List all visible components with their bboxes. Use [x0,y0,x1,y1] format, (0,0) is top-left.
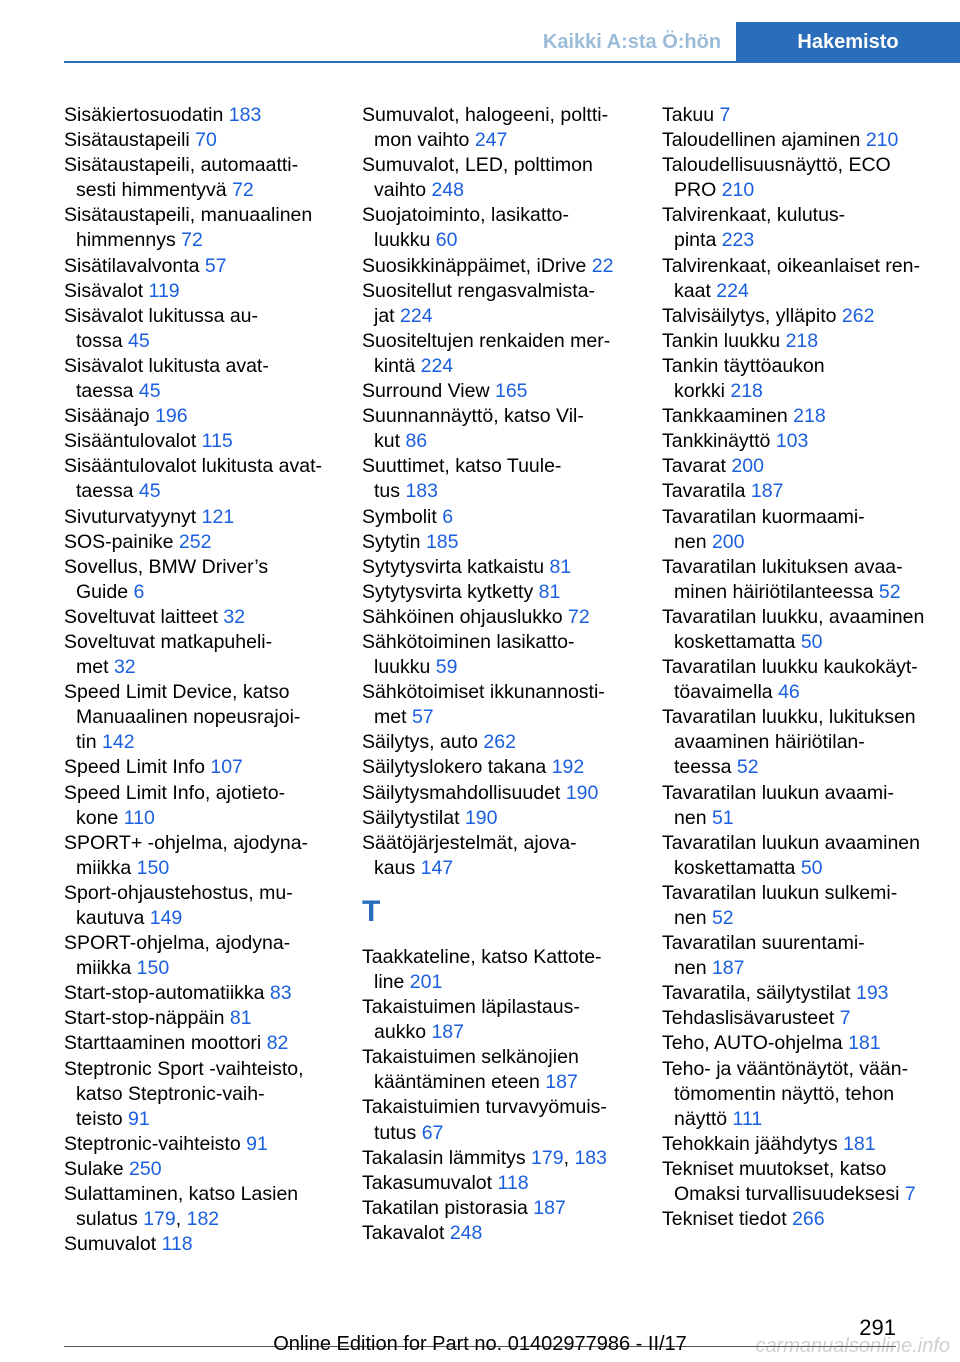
index-entry-term: Takuu [662,104,720,126]
index-entry [362,379,646,404]
index-entry-term: Tankkaaminen [662,405,794,428]
page-link[interactable]: 45 [138,380,161,403]
index-entry [64,680,346,755]
index-entry-term: Start-stop-automatiikka [64,982,270,1005]
page-link[interactable]: 248 [449,1221,483,1244]
index-entry-term: Teho- ja vääntönäytöt, vään- tömomentin näyttö, tehon näyttö [662,1057,909,1130]
page-link[interactable]: 187 [711,957,745,980]
index-entry [662,203,952,253]
page-link[interactable]: 51 [711,806,734,829]
page-link[interactable]: 118 [497,1171,529,1194]
page-link[interactable]: 262 [841,304,875,327]
index-entry [362,254,646,279]
page-link[interactable]: 262 [483,731,516,754]
index-entry-term: Sähköinen ohjauslukko [362,605,568,628]
index-entry [64,881,346,931]
index-entry [64,404,346,429]
index-entry-term: Sulake [64,1157,130,1180]
page-link[interactable]: 81 [538,580,561,603]
page-header [0,0,960,62]
index-entry [362,680,646,730]
page-link[interactable]: 196 [155,405,188,428]
index-entry-term: SOS-painike [64,530,179,553]
page-link[interactable]: 266 [792,1208,825,1231]
index-entry-term: Takalasin lämmitys [362,1146,532,1169]
page-link[interactable]: 57 [411,706,434,729]
index-entry [362,279,646,329]
index-entry [64,1031,346,1056]
page-link[interactable]: 91 [128,1107,150,1130]
index-entry [64,454,346,504]
page-link[interactable]: 165 [494,380,528,403]
page-link[interactable]: 192 [551,756,585,779]
index-entry [64,304,346,354]
index-entry [662,454,952,479]
index-entry-term: Tekniset tiedot [662,1208,793,1231]
index-entry-term: Sisääntulovalot [64,430,202,453]
index-column-2 [362,103,646,1246]
index-entry [362,153,646,203]
index-entry-term: Steptronic-vaihteisto [64,1132,247,1155]
index-entry [362,530,646,555]
page-link[interactable]: 187 [750,480,784,503]
index-entry [64,981,346,1006]
page-link[interactable]: 252 [178,530,212,553]
index-entry-term: Speed Limit Info [64,756,211,779]
index-entry [64,1132,346,1157]
index-entry [662,1132,952,1157]
page-link[interactable]: 22 [591,254,614,277]
index-entry-term: Tavaratilan luukku, lukituksen avaaminen häiriötilan- teessa [662,706,916,779]
index-entry [662,354,952,404]
page-link[interactable]: 224 [420,354,454,377]
index-entry-term: Säätöjärjestelmät, ajova- kaus [362,831,577,879]
page-link[interactable]: 6 [442,505,454,528]
index-entry [662,128,952,153]
index-entry [662,429,952,454]
index-entry [362,995,646,1045]
index-entry [64,831,346,881]
index-entry-term: Tavaratilan luukun avaami- nen [662,781,894,829]
index-entry [362,580,646,605]
page-link[interactable]: 142 [102,731,135,754]
index-entry-term: Sisätaustapeili, manuaalinen himmennys [64,204,313,252]
index-column-1 [64,103,346,1257]
index-entry-term: Sovellus, BMW Driver’s Guide [64,555,269,603]
page-number: 291 [859,1315,896,1340]
index-entry [64,429,346,454]
index-entry [662,781,952,831]
page-link[interactable]: 200 [731,455,764,478]
page-link[interactable]: 72 [232,179,254,202]
page-link[interactable]: 179 [531,1146,564,1169]
index-entry [662,881,952,931]
page-link[interactable]: 210 [721,179,755,202]
index-entry [662,505,952,555]
page-link[interactable]: 183 [228,104,262,126]
index-entry-term: Säilytysmahdollisuudet [362,781,566,804]
page-link[interactable]: 91 [246,1132,268,1155]
index-entry [362,945,646,995]
index-entry-term: Sisäänajo [64,405,156,428]
index-entry-term: Taakkateline, katso Kattote- line [362,945,602,993]
index-entry-term: Tankin täyttöaukon korkki [662,354,825,403]
index-entry [662,655,952,705]
index-entry [662,103,952,128]
index-entry [362,1095,646,1145]
index-entry [662,1057,952,1132]
page-link[interactable]: 190 [565,781,599,804]
index-entry-term: Start-stop-näppäin [64,1007,230,1030]
page-link[interactable]: 52 [711,907,734,929]
index-entry-term: SPORT-ohjelma, ajodyna- miikka [64,932,291,980]
index-entry-term: Takaistuimen läpilastaus- aukko [362,996,580,1044]
index-entry-term: Suosikkinäppäimet, iDrive [362,254,592,277]
page-link[interactable]: 121 [201,505,235,528]
index-entry-term: Suositellut rengasvalmista- jat [362,279,596,327]
page-link[interactable]: 183 [405,480,438,503]
page-link[interactable]: 218 [793,405,826,428]
page-link[interactable]: 200 [711,530,745,553]
index-entry-term: Tavaratilan luukun avaaminen koskettamatta [662,831,920,879]
index-entry-term: Taloudellinen ajaminen [662,129,866,152]
page-link[interactable]: 187 [545,1071,578,1094]
index-entry [362,1045,646,1095]
index-entry [662,479,952,504]
index-entry-term: Takaistuimien turvavyömuis- tutus [362,1096,607,1144]
page-link[interactable]: 81 [229,1007,252,1030]
index-entry [64,505,346,530]
index-entry [362,831,646,881]
index-entry-term: Tavaratila, säilytystilat [662,982,856,1005]
page-link[interactable]: 72 [567,605,590,628]
index-entry [64,354,346,404]
index-entry-term: Sisävalot lukitusta avat- taessa [64,354,269,403]
index-entry [362,505,646,530]
page-link[interactable]: 32 [113,656,136,679]
page-link[interactable]: 86 [405,430,428,453]
index-entry-term: Tehokkain jäähdytys [662,1132,844,1155]
index-entry [662,1006,952,1031]
page-link[interactable]: 181 [843,1132,876,1155]
index-entry-term: Talvisäilytys, ylläpito [662,304,842,327]
index-entry [64,1006,346,1031]
index-entry [64,605,346,630]
index-column-3 [662,103,952,1232]
index-entry-term: Sumuvalot, halogeeni, poltti- mon vaihto [362,104,609,152]
page-link[interactable]: 81 [549,555,572,578]
page-link[interactable]: 218 [785,329,819,352]
index-entry [362,329,646,379]
index-entry [64,103,346,128]
index-entry [662,304,952,329]
index-entry-term: Speed Limit Device, katso Manuaalinen nopeusrajoi- tin [64,681,301,754]
page-link[interactable]: 50 [800,630,823,653]
index-entry [362,630,646,680]
page-link[interactable]: 183 [574,1146,607,1169]
page-link[interactable]: 6 [133,580,145,603]
page-link[interactable]: 50 [800,856,823,879]
page-link[interactable]: 179 [143,1208,176,1231]
page-link[interactable]: 187 [431,1021,464,1044]
index-entry-term: Sisätilavalvonta [64,254,205,277]
index-entry-term: Sport-ohjaustehostus, mu- kautuva [64,881,293,929]
page-link[interactable]: 185 [425,530,459,553]
index-entry [662,1157,952,1207]
index-entry-term: Steptronic Sport -vaihteisto, katso Steptronic-vaih- teisto [64,1057,304,1130]
index-entry [662,153,952,203]
page-link[interactable]: 119 [148,279,180,302]
index-entry [662,555,952,605]
index-entry-term: Talvirenkaat, oikeanlaiset ren- kaat [662,254,920,302]
page-link[interactable]: 72 [181,229,203,252]
index-entry [662,1031,952,1056]
index-entry-term: Säilytyslokero takana [362,756,552,779]
index-entry-term: Suositeltujen renkaiden mer- kintä [362,329,611,377]
page-link[interactable]: 59 [435,656,458,679]
page-link[interactable]: 248 [431,179,464,202]
index-entry-term: Sisätaustapeili [64,129,196,152]
page-link[interactable]: 210 [865,129,899,152]
page-link[interactable]: 60 [435,229,458,252]
page-link[interactable]: 52 [878,580,901,603]
index-entry [362,806,646,831]
index-entry-term: Sulattaminen, katso Lasien sulatus [64,1183,299,1231]
page-link[interactable]: 67 [421,1121,444,1144]
index-entry [64,153,346,203]
index-entry [662,705,952,780]
index-entry-term: Tavaratilan luukun sulkemi- nen [662,881,898,929]
index-entry [64,1157,346,1182]
page-link[interactable]: 193 [855,982,889,1005]
index-entry [662,404,952,429]
page-link[interactable]: 103 [775,430,809,453]
page-link[interactable]: 45 [138,480,161,503]
index-entry-term: Teho, AUTO-ohjelma [662,1032,849,1055]
index-entry-term: Speed Limit Info, ajotieto- kone [64,781,286,829]
index-entry-term: Sähkötoimiset ikkunannosti- met [362,681,605,729]
page-link[interactable]: 182 [186,1208,220,1231]
page-link[interactable]: 224 [400,304,433,327]
index-entry-term: Suunnannäyttö, katso Vil- kut [362,405,584,453]
tab-index[interactable]: Hakemisto [736,22,960,62]
index-entry-term: Sytytin [362,530,426,553]
page-link[interactable]: 147 [420,856,454,879]
page-link[interactable]: 115 [201,430,233,453]
index-entry [362,730,646,755]
page-link[interactable]: 82 [266,1032,289,1055]
index-entry [662,1207,952,1232]
page-link[interactable]: 110 [123,806,155,829]
index-entry-term: SPORT+ -ohjelma, ajodyna- miikka [64,831,309,879]
watermark: carmanualsonline.info [755,1335,950,1357]
page-link[interactable]: 46 [778,681,800,704]
index-entry [64,1057,346,1132]
index-entry-term: Suuttimet, katso Tuule- tus [362,455,562,503]
index-entry: Sulattaminen, katso Lasien sulatus 179, 182 [64,1183,299,1231]
index-entry [362,203,646,253]
index-entry [362,454,646,504]
page-link[interactable]: 223 [721,229,755,252]
index-entry [662,831,952,881]
page-link[interactable]: 250 [129,1157,162,1180]
index-entry-term: Symbolit [362,505,443,528]
index-entry-term: Soveltuvat matkapuheli- met [64,630,273,679]
index-entry-term: Sumuvalot, LED, polttimon vaihto [362,154,593,202]
index-entry-term: Talvirenkaat, kulutus- pinta [662,204,846,252]
index-entry [662,931,952,981]
page-link[interactable]: 7 [719,104,731,126]
index-entry-term: Tavaratilan suurentami- nen [662,932,865,980]
header-rule [64,61,960,63]
page-link[interactable]: 150 [136,856,170,879]
index-entry [362,1221,646,1246]
index-entry [64,1232,346,1257]
index-entry-term: Sivuturvatyynyt [64,505,202,528]
page-link[interactable]: 7 [904,1183,916,1206]
index-entry-term: Sisääntulovalot lukitusta avat- taessa [64,455,322,503]
index-entry [64,755,346,780]
index-entry-term: Suojatoiminto, lasikatto- luukku [362,204,570,252]
page-link[interactable]: 150 [136,957,170,980]
index-entry [362,555,646,580]
index-entry-term: Surround View [362,380,495,403]
edition-footer: Online Edition for Part no. 01402977986 - II/17 [273,1333,687,1355]
page-link[interactable]: 70 [195,129,217,152]
page-link[interactable]: 32 [223,605,246,628]
page-link[interactable]: 83 [269,982,292,1005]
index-entry-term: Tankin luukku [662,329,786,352]
index-entry [362,781,646,806]
page-link[interactable]: 118 [161,1233,193,1256]
index-entry [662,605,952,655]
index-entry-term: Sisävalot lukitussa au- tossa [64,304,259,352]
page-link[interactable]: 45 [128,329,150,352]
index-entry: Takalasin lämmitys 179, 183 [362,1146,607,1169]
page-link[interactable]: 181 [848,1032,881,1055]
index-entry [64,128,346,153]
index-entry-term: Soveltuvat laitteet [64,605,224,628]
page-link[interactable]: 224 [716,279,749,302]
page-link[interactable]: 218 [730,380,763,403]
index-entry [362,404,646,454]
index-entry-term: Säilytys, auto [362,731,484,754]
page-link[interactable]: 149 [149,907,183,929]
page-link[interactable]: 111 [732,1107,763,1130]
index-entry-term: Tavaratila [662,480,751,503]
index-entry-term: Takaistuimen selkänojien kääntäminen eteen [362,1046,579,1094]
index-entry [64,931,346,981]
index-entry-term: Takasumuvalot [362,1171,498,1194]
page-link[interactable]: 7 [839,1007,851,1030]
index-entry-term: Takavalot [362,1221,450,1244]
index-entry-term: Takatilan pistorasia [362,1196,534,1219]
index-entry [64,781,346,831]
index-entry [64,279,346,304]
index-entry-term: Sisävalot [64,279,149,302]
page-link[interactable]: 57 [204,254,227,277]
index-entry [362,755,646,780]
index-entry [662,254,952,304]
page-link[interactable]: 107 [210,756,243,779]
page-link[interactable]: 52 [736,756,759,779]
index-entry-term: Sisäkiertosuodatin [64,104,229,126]
index-entry-term: Tehdaslisävarusteet [662,1007,840,1030]
index-entry-term: Tavaratilan lukituksen avaa- minen häiriötilanteessa [662,555,903,603]
page-link[interactable]: 187 [533,1196,566,1219]
page-link[interactable]: 190 [464,806,498,829]
index-entry-term: Starttaaminen moottori [64,1032,267,1055]
index-entry-term: Sisätaustapeili, automaatti- sesti himmentyvä [64,154,299,202]
index-entry [64,530,346,555]
index-entry [362,103,646,153]
index-entry [662,981,952,1006]
index-entry-term: Tavaratilan luukku kaukokäyt- töavaimella [662,656,918,704]
index-entry-term: Tankkinäyttö [662,430,776,453]
index-entry-term: Tavaratilan kuormaami- nen [662,505,865,553]
index-entry-term: Sähkötoiminen lasikatto- luukku [362,630,575,679]
index-entry [362,1171,646,1196]
index-entry-term: Sumuvalot [64,1233,162,1256]
index-entry-term: Sytytysvirta katkaistu [362,555,550,578]
index-entry-term: Taloudellisuusnäyttö, ECO PRO [662,154,891,202]
index-entry-term: Säilytystilat [362,806,465,829]
index-entry-term: Tavarat [662,455,732,478]
index-entry [662,329,952,354]
index-entry [362,605,646,630]
tab-section-a-to-z[interactable]: Kaikki A:sta Ö:hön [542,31,722,53]
index-entry [64,203,346,253]
index-entry [362,1196,646,1221]
index-entry-term: Tekniset muutokset, katso Omaksi turvallisuudeksesi [662,1157,900,1206]
index-entry [64,630,346,680]
index-entry [64,555,346,605]
index-entry [64,254,346,279]
index-entry-term: Tavaratilan luukku, avaaminen koskettamatta [662,605,925,653]
page-link[interactable]: 201 [409,971,443,993]
index-entry-term: Sytytysvirta kytketty [362,580,539,603]
section-letter: T [362,894,381,928]
page-link[interactable]: 247 [474,129,508,152]
